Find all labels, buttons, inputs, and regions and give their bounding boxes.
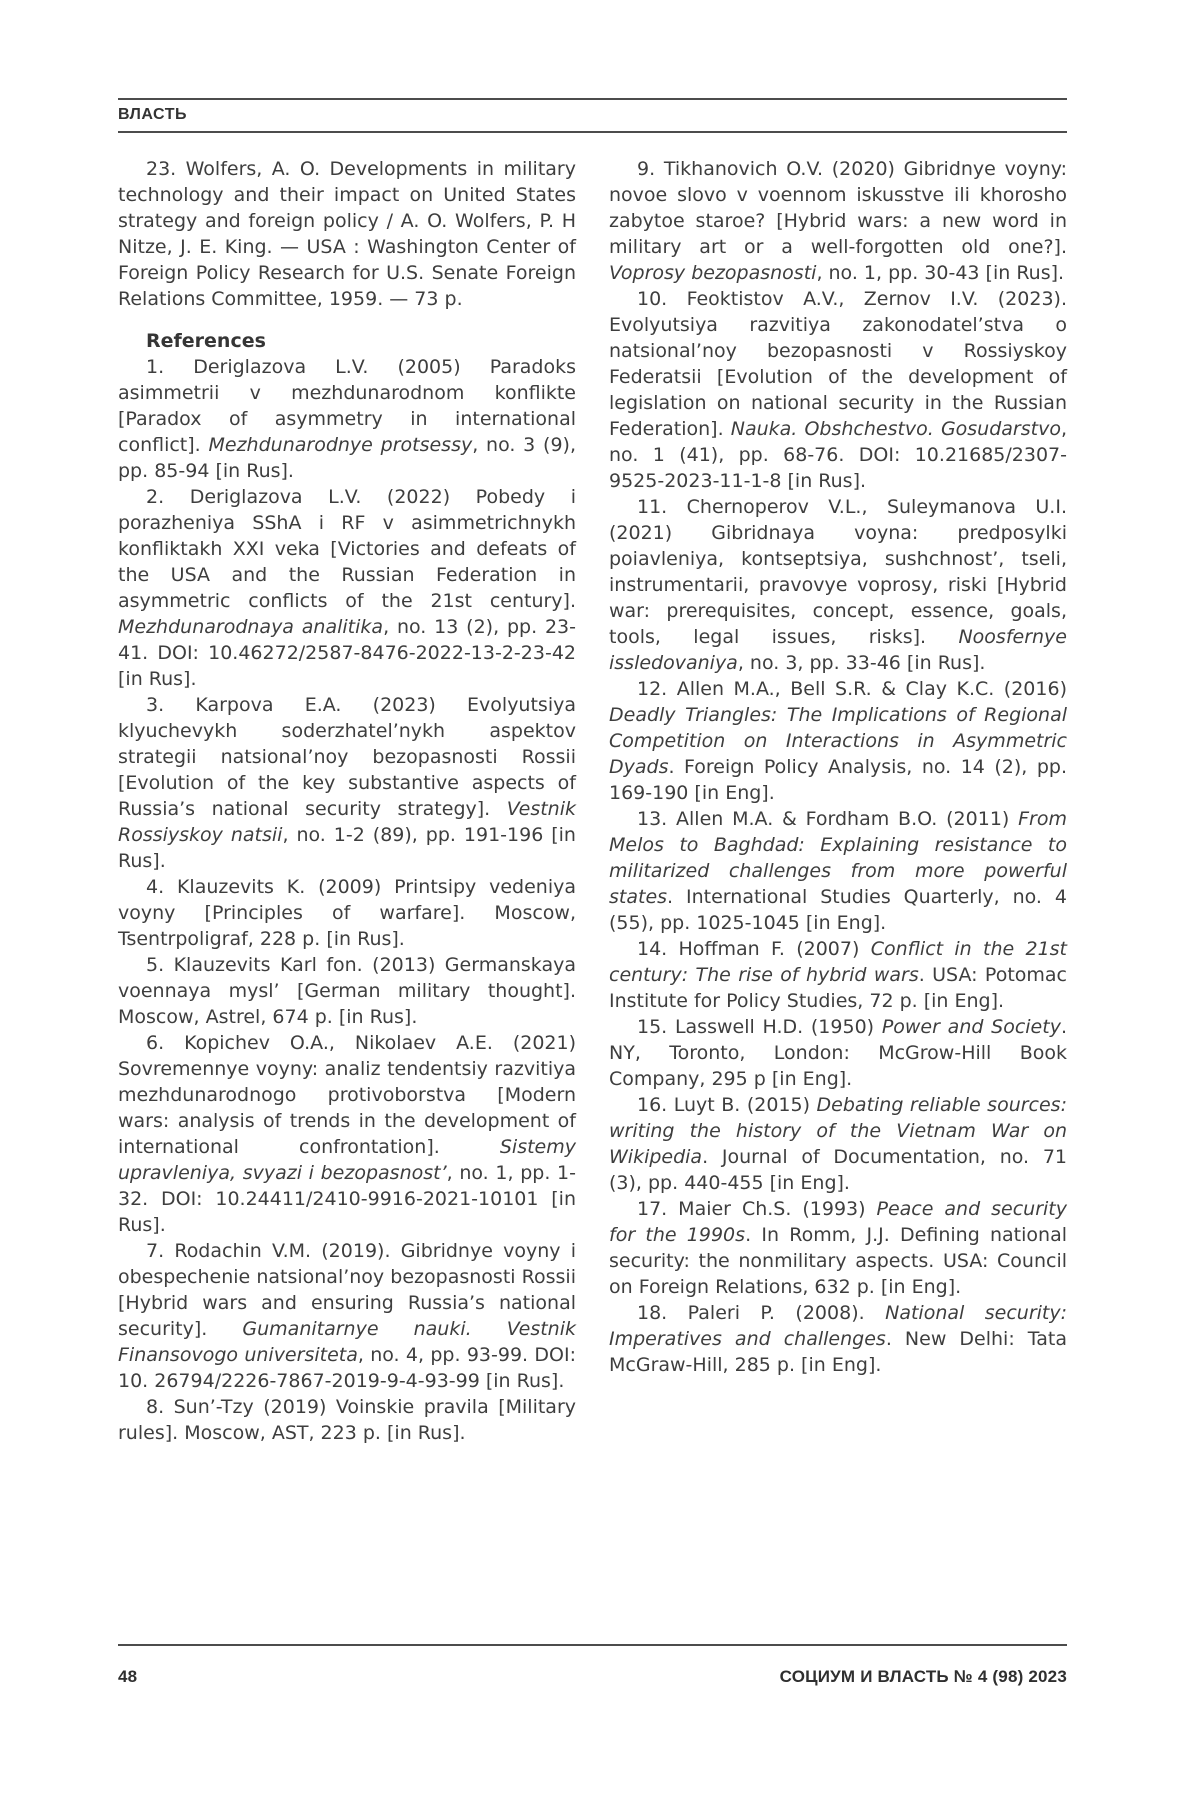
reference-text: 16. Luyt B. (2015)	[637, 1094, 817, 1116]
reference-text: , no. 13 (2), pp. 23-41. DOI: 10.46272/2587-8476-2022-13-2-23-42 [in Rus].	[118, 616, 576, 690]
reference-title-italic: Power and Society	[881, 1016, 1061, 1038]
reference-title-italic: Nauka. Obshchestvo. Gosudarstvo	[730, 418, 1061, 440]
reference-item	[118, 484, 576, 692]
reference-text: 6. Kopichev O.A., Nikolaev A.E. (2021) Sovremennye voyny: analiz tendentsiy razvitiya mezhdunarodnogo protivoborstva [Modern wars: analysis of trends in the development of international confrontation].	[118, 1032, 576, 1158]
reference-text: . NY, Toronto, London: McGrow-Hill Book Company, 295 p [in Eng].	[609, 1016, 1067, 1090]
page-footer	[118, 1644, 1067, 1687]
reference-text: 9. Tikhanovich O.V. (2020) Gibridnye voyny: novoe slovo v voennom iskusstve ili khorosho zabytoe staroe? [Hybrid wars: a new word in military art or a well-forgotten old one?].	[609, 158, 1067, 258]
reference-title-italic: National security: Imperatives and challenges	[609, 1302, 1067, 1350]
reference-text: 7. Rodachin V.M. (2019). Gibridnye voyny i obespechenie natsional’noy bezopasnosti Rossii [Hybrid wars and ensuring Russia’s national security].	[118, 1240, 576, 1340]
reference-item	[118, 1030, 576, 1238]
reference-item	[609, 156, 1067, 286]
reference-text: 15. Lasswell H.D. (1950)	[637, 1016, 882, 1038]
reference-title-italic: Sistemy upravleniya, svyazi i bezopasnost’	[118, 1136, 576, 1184]
reference-text: 13. Allen M.A. & Fordham B.O. (2011)	[637, 808, 1019, 830]
reference-item	[609, 494, 1067, 676]
reference-text: 5. Klauzevits Karl fon. (2013) Germanskaya voennaya mysl’ [German military thought]. Moscow, Astrel, 674 p. [in Rus].	[118, 954, 576, 1028]
reference-text: , no. 3 (9), pp. 85-94 [in Rus].	[118, 434, 577, 482]
reference-item	[609, 676, 1067, 806]
reference-title-italic: Noosfernye issledovaniya	[609, 626, 1067, 674]
reference-text: 4. Klauzevits K. (2009) Printsipy vedeniya voyny [Principles of warfare]. Moscow, Tsentrpoligraf, 228 p. [in Rus].	[118, 876, 576, 950]
reference-title-italic: Gumanitarnye nauki. Vestnik Finansovogo universiteta	[118, 1318, 576, 1366]
reference-item	[118, 692, 576, 874]
reference-text: . Foreign Policy Analysis, no. 14 (2), pp. 169-190 [in Eng].	[609, 756, 1067, 804]
reference-item	[609, 1092, 1067, 1196]
reference-text: 3. Karpova E.A. (2023) Evolyutsiya klyuchevykh soderzhatel’nykh aspektov strategii natsional’noy bezopasnosti Rossii [Evolution of the key substantive aspects of Russia’s national security strategy].	[118, 694, 576, 820]
reference-text: . Journal of Documentation, no. 71 (3), pp. 440-455 [in Eng].	[609, 1146, 1067, 1194]
reference-text: 17. Maier Ch.S. (1993)	[637, 1198, 877, 1220]
reference-title-italic: Peace and security for the 1990s	[609, 1198, 1067, 1246]
journal-footer-title: СОЦИУМ И ВЛАСТЬ № 4 (98) 2023	[779, 1667, 1067, 1686]
reference-text: 8. Sun’-Tzy (2019) Voinskie pravila [Military rules]. Moscow, AST, 223 p. [in Rus].	[118, 1396, 576, 1444]
reference-title-italic: Mezhdunarodnye protsessy	[208, 434, 473, 456]
reference-text: . New Delhi: Tata McGraw-Hill, 285 p. [in Eng].	[609, 1328, 1067, 1376]
references-columns	[118, 156, 1067, 1446]
reference-item	[118, 1394, 576, 1446]
reference-text: . USA: Potomac Institute for Policy Studies, 72 p. [in Eng].	[609, 964, 1067, 1012]
reference-item	[609, 1300, 1067, 1378]
reference-text: References	[146, 330, 266, 352]
reference-text: 1. Deriglazova L.V. (2005) Paradoks asimmetrii v mezhdunarodnom konflikte [Paradox of asymmetry in international conflict].	[118, 356, 576, 456]
reference-text: , no. 1, pp. 30-43 [in Rus].	[816, 262, 1065, 284]
reference-item	[609, 936, 1067, 1014]
reference-text: 12. Allen M.A., Bell S.R. & Clay K.C. (2016)	[637, 678, 1067, 700]
reference-item	[609, 1196, 1067, 1300]
reference-title-italic: Mezhdunarodnaya analitika	[118, 616, 384, 638]
reference-item	[609, 806, 1067, 936]
reference-title-italic: Vestnik Rossiyskoy natsii	[118, 798, 576, 846]
reference-item	[609, 286, 1067, 494]
reference-item	[118, 354, 576, 484]
references-heading	[118, 328, 576, 354]
reference-text: , no. 1-2 (89), pp. 191-196 [in Rus].	[118, 824, 576, 872]
reference-title-italic: Deadly Triangles: The Implications of Regional Competition on Interactions in Asymmetric Dyads	[609, 704, 1067, 778]
reference-item	[118, 1238, 576, 1394]
running-head	[118, 98, 1067, 133]
reference-text: , no. 1 (41), pp. 68-76. DOI: 10.21685/2307-9525-2023-11-1-8 [in Rus].	[609, 418, 1068, 492]
page-number: 48	[118, 1667, 138, 1686]
reference-item	[118, 952, 576, 1030]
reference-item	[118, 874, 576, 952]
bibliography-item	[118, 156, 576, 312]
reference-title-italic: Conflict in the 21st century: The rise of hybrid wars	[609, 938, 1068, 986]
reference-text: 11. Chernoperov V.L., Suleymanova U.I. (2021) Gibridnaya voyna: predposylki poiavleniya, kontseptsiya, sushchnost’, tseli, instrumentarii, pravovye voprosy, riski [Hybrid war: prerequisites, concept, essence, goals, tools, legal issues, risks].	[609, 496, 1067, 648]
left-column	[118, 156, 576, 1446]
reference-text: 10. Feoktistov A.V., Zernov I.V. (2023). Evolyutsiya razvitiya zakonodatel’stva o natsional’noy bezopasnosti v Rossiyskoy Federatsii [Evolution of the development of legislation on national security in the Russian Federation].	[609, 288, 1067, 440]
running-head-title: ВЛАСТЬ	[118, 106, 187, 123]
reference-text: , no. 4, pp. 93-99. DOI: 10. 26794/2226-7867-2019-9-4-93-99 [in Rus].	[118, 1344, 576, 1392]
reference-item	[609, 1014, 1067, 1092]
reference-text: 2. Deriglazova L.V. (2022) Pobedy i porazheniya SShA i RF v asimmetrichnykh konfliktakh XXI veka [Victories and defeats of the USA and the Russian Federation in asymmetric conflicts of the 21st century].	[118, 486, 576, 612]
reference-text: . In Romm, J.J. Defining national security: the nonmilitary aspects. USA: Council on Foreign Relations, 632 p. [in Eng].	[609, 1224, 1067, 1298]
reference-text: . International Studies Quarterly, no. 4 (55), pp. 1025-1045 [in Eng].	[609, 886, 1067, 934]
reference-text: 23. Wolfers, A. O. Developments in military technology and their impact on United States strategy and foreign policy / A. O. Wolfers, P. H Nitze, J. E. King. — USA : Washington Center of Foreign Policy Research for U.S. Senate Foreign Relations Committee, 1959. — 73 p.	[118, 158, 576, 310]
reference-title-italic: Voprosy bezopasnosti	[609, 262, 817, 284]
reference-title-italic: Debating reliable sources: writing the history of the Vietnam War on Wikipedia	[609, 1094, 1067, 1168]
reference-text: 14. Hoffman F. (2007)	[637, 938, 871, 960]
reference-title-italic: From Melos to Baghdad: Explaining resistance to militarized challenges from more powerful states	[609, 808, 1067, 908]
reference-text: 18. Paleri P. (2008).	[637, 1302, 886, 1324]
right-column	[609, 156, 1067, 1446]
reference-text: , no. 3, pp. 33-46 [in Rus].	[737, 652, 986, 674]
reference-text: , no. 1, pp. 1-32. DOI: 10.24411/2410-9916-2021-10101 [in Rus].	[118, 1162, 576, 1236]
